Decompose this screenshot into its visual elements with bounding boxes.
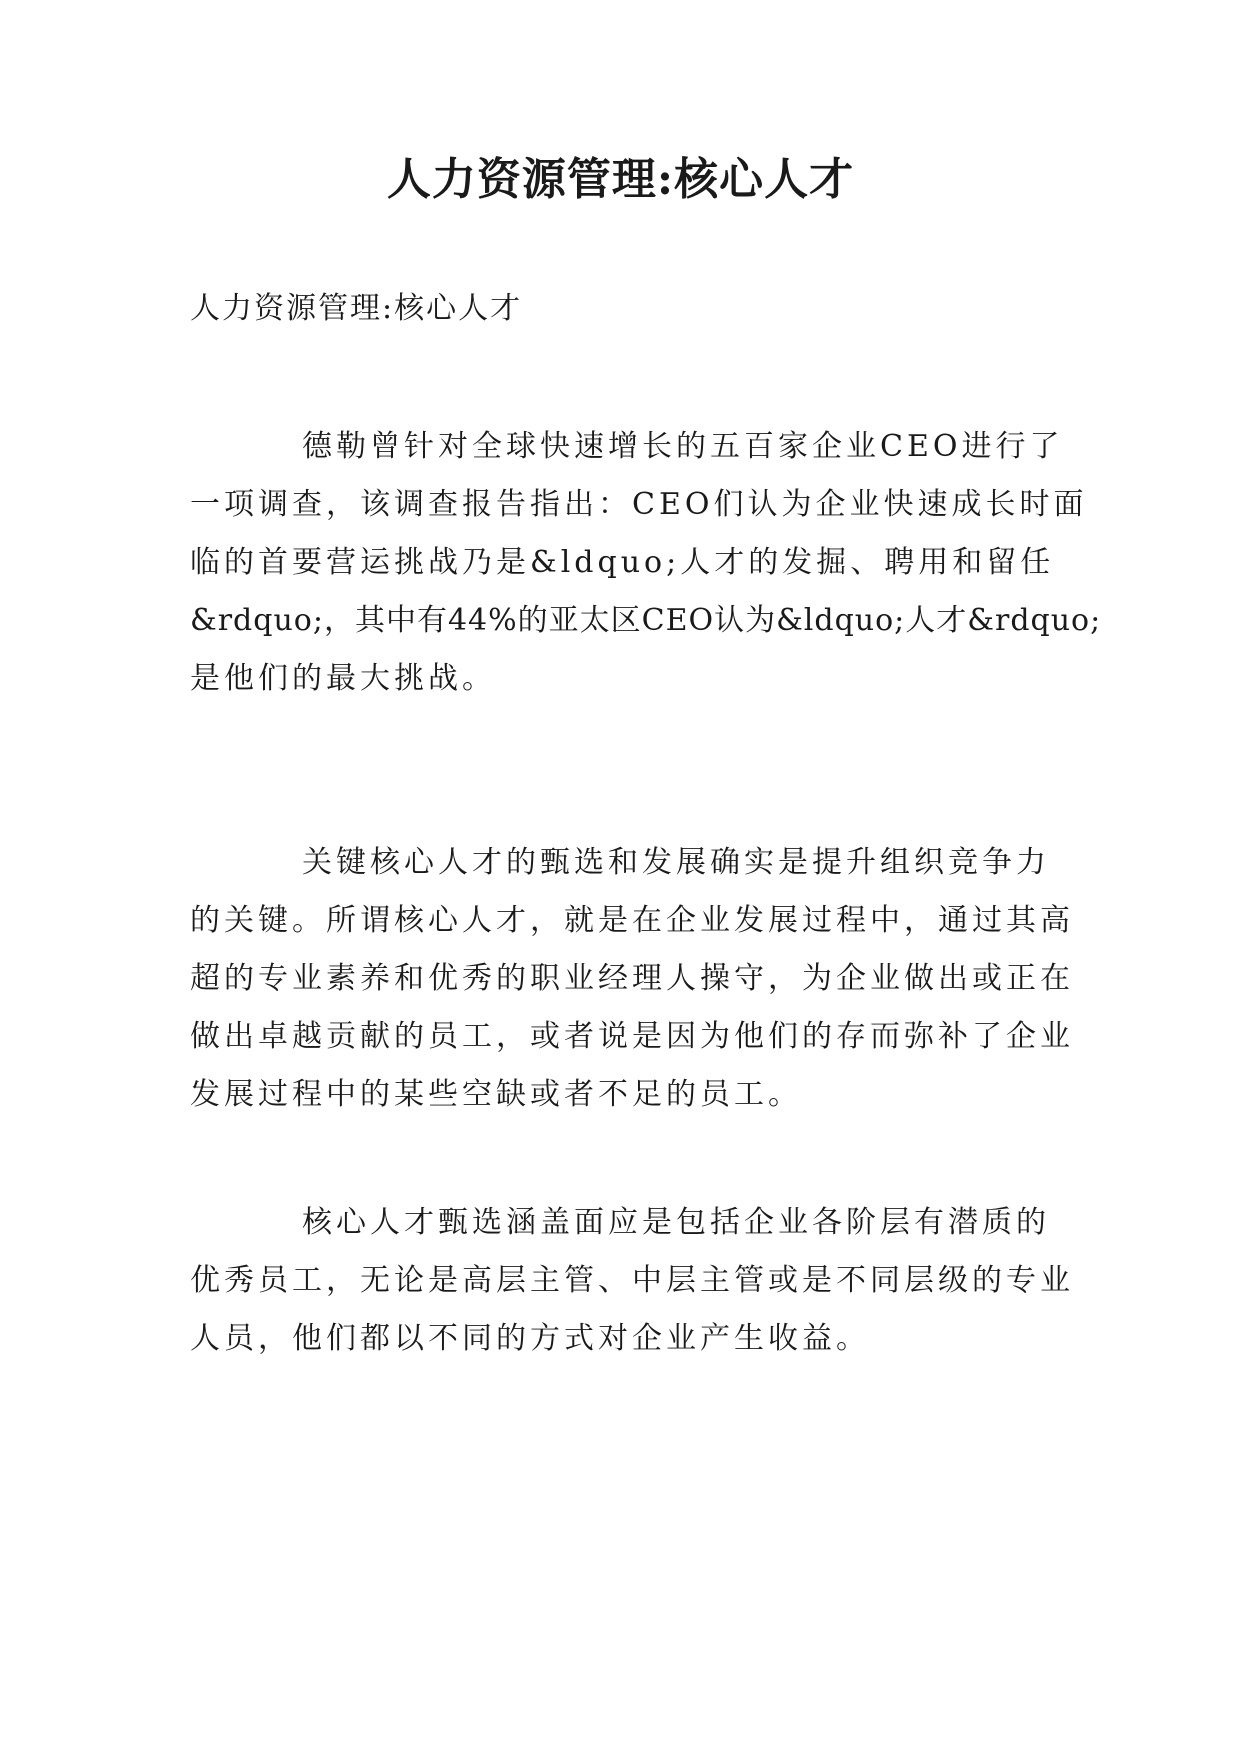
document-subtitle: 人力资源管理:核心人才 (190, 291, 523, 326)
paragraph-line: 关键核心人才的甄选和发展确实是提升组织竞争力 (302, 845, 1050, 880)
paragraph-line: 的关键。所谓核心人才，就是在企业发展过程中，通过其高 (190, 903, 1074, 938)
document-title: 人力资源管理:核心人才 (386, 154, 855, 205)
paragraph-1 (190, 418, 1102, 708)
paragraph-line: 一项调查，该调查报告指出：CEO们认为企业快速成长时面 (190, 487, 1088, 522)
paragraph-line: 是他们的最大挑战。 (190, 661, 496, 696)
paragraph-line: 优秀员工，无论是高层主管、中层主管或是不同层级的专业 (190, 1263, 1074, 1298)
paragraph-line: &rdquo;，其中有44%的亚太区CEO认为&ldquo;人才&rdquo; (190, 603, 1102, 638)
paragraph-line: 超的专业素养和优秀的职业经理人操守，为企业做出或正在 (190, 961, 1074, 996)
paragraph-line: 发展过程中的某些空缺或者不足的员工。 (190, 1077, 802, 1112)
paragraph-3 (190, 1194, 1074, 1368)
paragraph-line: 核心人才甄选涵盖面应是包括企业各阶层有潜质的 (302, 1205, 1050, 1240)
paragraph-line: 德勒曾针对全球快速增长的五百家企业CEO进行了 (302, 429, 1064, 464)
paragraph-line: 临的首要营运挑战乃是&ldquo;人才的发掘、聘用和留任 (190, 545, 1055, 580)
paragraph-line: 人员，他们都以不同的方式对企业产生收益。 (190, 1321, 870, 1356)
paragraph-2 (190, 834, 1074, 1124)
paragraph-line: 做出卓越贡献的员工，或者说是因为他们的存而弥补了企业 (190, 1019, 1074, 1054)
